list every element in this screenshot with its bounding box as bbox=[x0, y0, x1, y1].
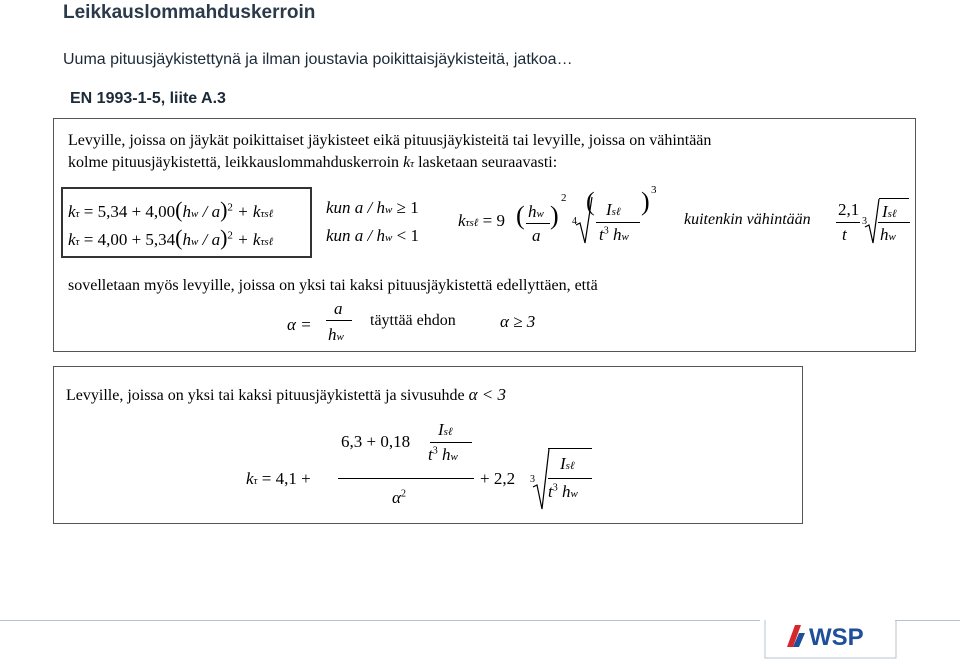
radical-bar bbox=[548, 448, 592, 449]
also-applies-text: sovelletaan myös levyille, joissa on yksi tai kaksi pituusjäykistettä edellyttäen, että bbox=[68, 277, 598, 294]
inner-paren-open: ( bbox=[586, 187, 595, 216]
exp-2: 2 bbox=[561, 192, 567, 204]
k-tau-sub: τ bbox=[410, 158, 415, 170]
root-frac-line bbox=[548, 478, 592, 479]
minimum-text: kuitenkin vähintään bbox=[684, 211, 811, 228]
mid: h bbox=[182, 202, 191, 221]
cond-end: < 1 bbox=[396, 226, 419, 245]
intro-expr: α < 3 bbox=[468, 385, 507, 404]
lhs: k bbox=[68, 230, 76, 249]
footer-divider-left bbox=[0, 620, 760, 621]
num-inner-frac-line bbox=[430, 442, 472, 443]
min-frac-line bbox=[836, 222, 860, 223]
exp-3: 3 bbox=[651, 184, 657, 196]
slide-title: Leikkauslommahduskerroin bbox=[63, 2, 316, 23]
wsp-logo-graphic bbox=[785, 619, 877, 651]
plus-k: + k bbox=[237, 230, 261, 249]
plus-sub: τsℓ bbox=[260, 208, 274, 220]
root-den: $t^3$ hw bbox=[548, 482, 578, 501]
ratio: / a bbox=[202, 230, 221, 249]
inner-frac-line bbox=[596, 222, 640, 223]
inner-paren-close: ) bbox=[641, 187, 650, 216]
min-root-index: 3 bbox=[862, 216, 867, 227]
alpha-num: a bbox=[334, 299, 343, 318]
ratio: / a bbox=[202, 202, 221, 221]
standard-reference: EN 1993-1-5, liite A.3 bbox=[70, 90, 226, 107]
cond-sub: w bbox=[385, 232, 393, 244]
den: $\alpha^2$ bbox=[392, 488, 406, 507]
formula-box-one-two-stiffeners bbox=[53, 366, 803, 524]
formula-box-rigid-stiffeners bbox=[53, 118, 916, 352]
main-frac-line bbox=[338, 478, 474, 479]
cond-sub: w bbox=[385, 204, 393, 216]
intro-text: Levyille, joissa on yksi tai kaksi pituusjäykistettä ja sivusuhde bbox=[66, 387, 465, 404]
min-num: 2,1 bbox=[838, 200, 860, 219]
root-num: Isℓ bbox=[560, 454, 575, 473]
k-tau-formula-2: kτ = 4,00 + 5,34(hw / a)$^2$ + kτsℓ bbox=[68, 225, 274, 250]
eq: = 4,00 + 5,34 bbox=[83, 230, 176, 249]
cond-text: kun a / h bbox=[326, 198, 386, 217]
alpha-frac-line bbox=[326, 320, 352, 321]
lhs: kτ = 4,1 + bbox=[246, 469, 311, 488]
num-frac-den: $t^3$ hw bbox=[428, 445, 458, 464]
root-index: 3 bbox=[530, 474, 535, 485]
alpha-condition-expr: α ≥ 3 bbox=[500, 312, 536, 331]
mid-sub: w bbox=[191, 236, 199, 248]
min-den: t bbox=[842, 225, 847, 244]
alpha-den: hw bbox=[328, 325, 344, 344]
svg-text:WSP: WSP bbox=[809, 624, 864, 651]
mid-sub: w bbox=[191, 208, 199, 220]
inner-den: $t^3$ hw bbox=[599, 225, 629, 244]
frac-line bbox=[526, 223, 550, 224]
ktsl-lhs: kτsℓ = 9 bbox=[458, 211, 505, 230]
condition-2 bbox=[326, 227, 419, 244]
ktsl-den: a bbox=[532, 226, 541, 245]
alpha-condition-text: täyttää ehdon bbox=[370, 312, 456, 329]
min-inner-den: hw bbox=[880, 225, 896, 244]
condition-1 bbox=[326, 199, 419, 216]
wsp-logo bbox=[785, 619, 877, 651]
num-frac-num: Isℓ bbox=[438, 420, 453, 439]
k-tau-formula-1: kτ = 5,34 + 4,00(hw / a)$^2$ + kτsℓ bbox=[68, 197, 274, 222]
box1-intro-line1: Levyille, joissa on jäykät poikittaiset jäykisteet eikä pituusjäykisteitä tai levyille, joissa on vähintään bbox=[68, 132, 712, 149]
eq: = 5,34 + 4,00 bbox=[83, 202, 176, 221]
k-tau-symbol: k bbox=[403, 154, 411, 171]
radical-sign bbox=[532, 447, 550, 513]
num-a: 6,3 + 0,18 bbox=[341, 432, 411, 451]
inner-num: Isℓ bbox=[606, 200, 621, 219]
min-inner-frac-line bbox=[878, 222, 910, 223]
min-inner-num: Isℓ bbox=[882, 202, 897, 221]
cond-text: kun a / h bbox=[326, 226, 386, 245]
ktsl-num: hw bbox=[528, 202, 544, 221]
root-index-4: 4 bbox=[572, 216, 577, 227]
plus-k: + k bbox=[237, 202, 261, 221]
slide-subtitle: Uuma pituusjäykistettynä ja ilman joustavia poikittaisjäykisteitä, jatkoa… bbox=[63, 51, 573, 68]
paren-close: ) bbox=[550, 201, 559, 230]
box1-intro-line2 bbox=[68, 155, 557, 171]
lhs-sub: τ bbox=[75, 236, 80, 248]
mid: h bbox=[182, 230, 191, 249]
lhs-sub: τ bbox=[75, 208, 80, 220]
cond-end: ≥ 1 bbox=[396, 198, 419, 217]
min-radical-bar bbox=[879, 198, 909, 199]
box2-intro bbox=[66, 386, 506, 404]
footer-divider-right bbox=[895, 620, 960, 621]
paren-open: ( bbox=[516, 201, 525, 230]
plus-sub: τsℓ bbox=[260, 236, 274, 248]
intro-text-a: kolme pituusjäykistettä, leikkauslommahduskerroin bbox=[68, 154, 400, 171]
lhs: k bbox=[68, 202, 76, 221]
alpha-lhs: α = bbox=[287, 315, 312, 334]
intro-text-b: lasketaan seuraavasti: bbox=[418, 154, 558, 171]
plus-term: + 2,2 bbox=[480, 469, 516, 488]
